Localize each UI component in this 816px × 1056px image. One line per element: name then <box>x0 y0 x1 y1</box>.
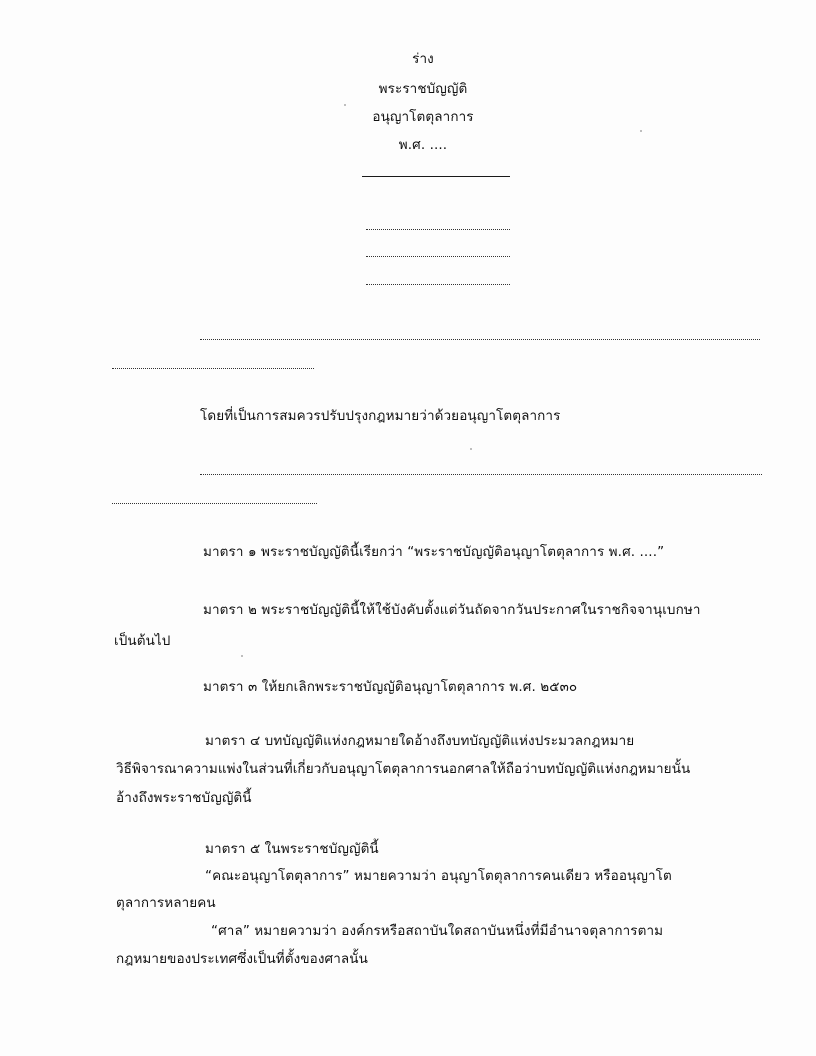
section-5-definition-2-line-2: กฎหมายของประเทศซึ่งเป็นที่ตั้งของศาลนั้น <box>116 951 368 967</box>
section-5-heading: มาตรา ๕ ในพระราชบัญญัตินี้ <box>205 841 379 857</box>
preamble-text: โดยที่เป็นการสมควรปรับปรุงกฎหมายว่าด้วยอนุญาโตตุลาการ <box>200 408 561 424</box>
blank-paragraph-2-line-2 <box>112 503 317 504</box>
section-4-line-3: อ้างถึงพระราชบัญญัตินี้ <box>116 790 252 806</box>
section-4-line-2: วิธีพิจารณาความแพ่งในส่วนที่เกี่ยวกับอนุญาโตตุลาการนอกศาลให้ถือว่าบทบัญญัติแห่งกฎหมายนั้น <box>116 761 691 777</box>
scan-speck <box>470 448 472 450</box>
section-3: มาตรา ๓ ให้ยกเลิกพระราชบัญญัติอนุญาโตตุลาการ พ.ศ. ๒๕๓๐ <box>203 679 578 695</box>
section-4-line-1: มาตรา ๔ บทบัญญัติแห่งกฎหมายใดอ้างถึงบทบัญญัติแห่งประมวลกฎหมาย <box>205 733 635 749</box>
title-underline <box>362 176 510 177</box>
scan-speck <box>344 104 346 106</box>
placeholder-line-2 <box>366 256 510 257</box>
scan-speck <box>241 655 243 657</box>
section-5-definition-1-line-2: ตุลาการหลายคน <box>116 895 216 911</box>
year-label: พ.ศ. .... <box>398 137 448 153</box>
scan-speck <box>640 130 642 132</box>
act-name: อนุญาโตตุลาการ <box>372 109 474 125</box>
placeholder-line-3 <box>366 284 510 285</box>
blank-paragraph-2-line-1 <box>200 474 762 475</box>
draft-label: ร่าง <box>412 51 434 67</box>
section-2-line-2: เป็นต้นไป <box>114 633 171 649</box>
section-5-definition-1-line-1: “คณะอนุญาโตตุลาการ” หมายความว่า อนุญาโตตุลาการคนเดียว หรืออนุญาโต <box>205 868 672 884</box>
section-5-definition-2-line-1: “ศาล” หมายความว่า องค์กรหรือสถาบันใดสถาบันหนึ่งที่มีอำนาจตุลาการตาม <box>211 923 664 939</box>
blank-paragraph-1-line-2 <box>112 368 314 369</box>
section-1: มาตรา ๑ พระราชบัญญัตินี้เรียกว่า “พระราชบัญญัติอนุญาโตตุลาการ พ.ศ. ....” <box>203 544 665 560</box>
act-label: พระราชบัญญัติ <box>378 81 468 97</box>
section-2-line-1: มาตรา ๒ พระราชบัญญัตินี้ให้ใช้บังคับตั้งแต่วันถัดจากวันประกาศในราชกิจจานุเบกษา <box>203 602 701 618</box>
blank-paragraph-1-line-1 <box>200 339 760 340</box>
placeholder-line-1 <box>366 229 510 230</box>
